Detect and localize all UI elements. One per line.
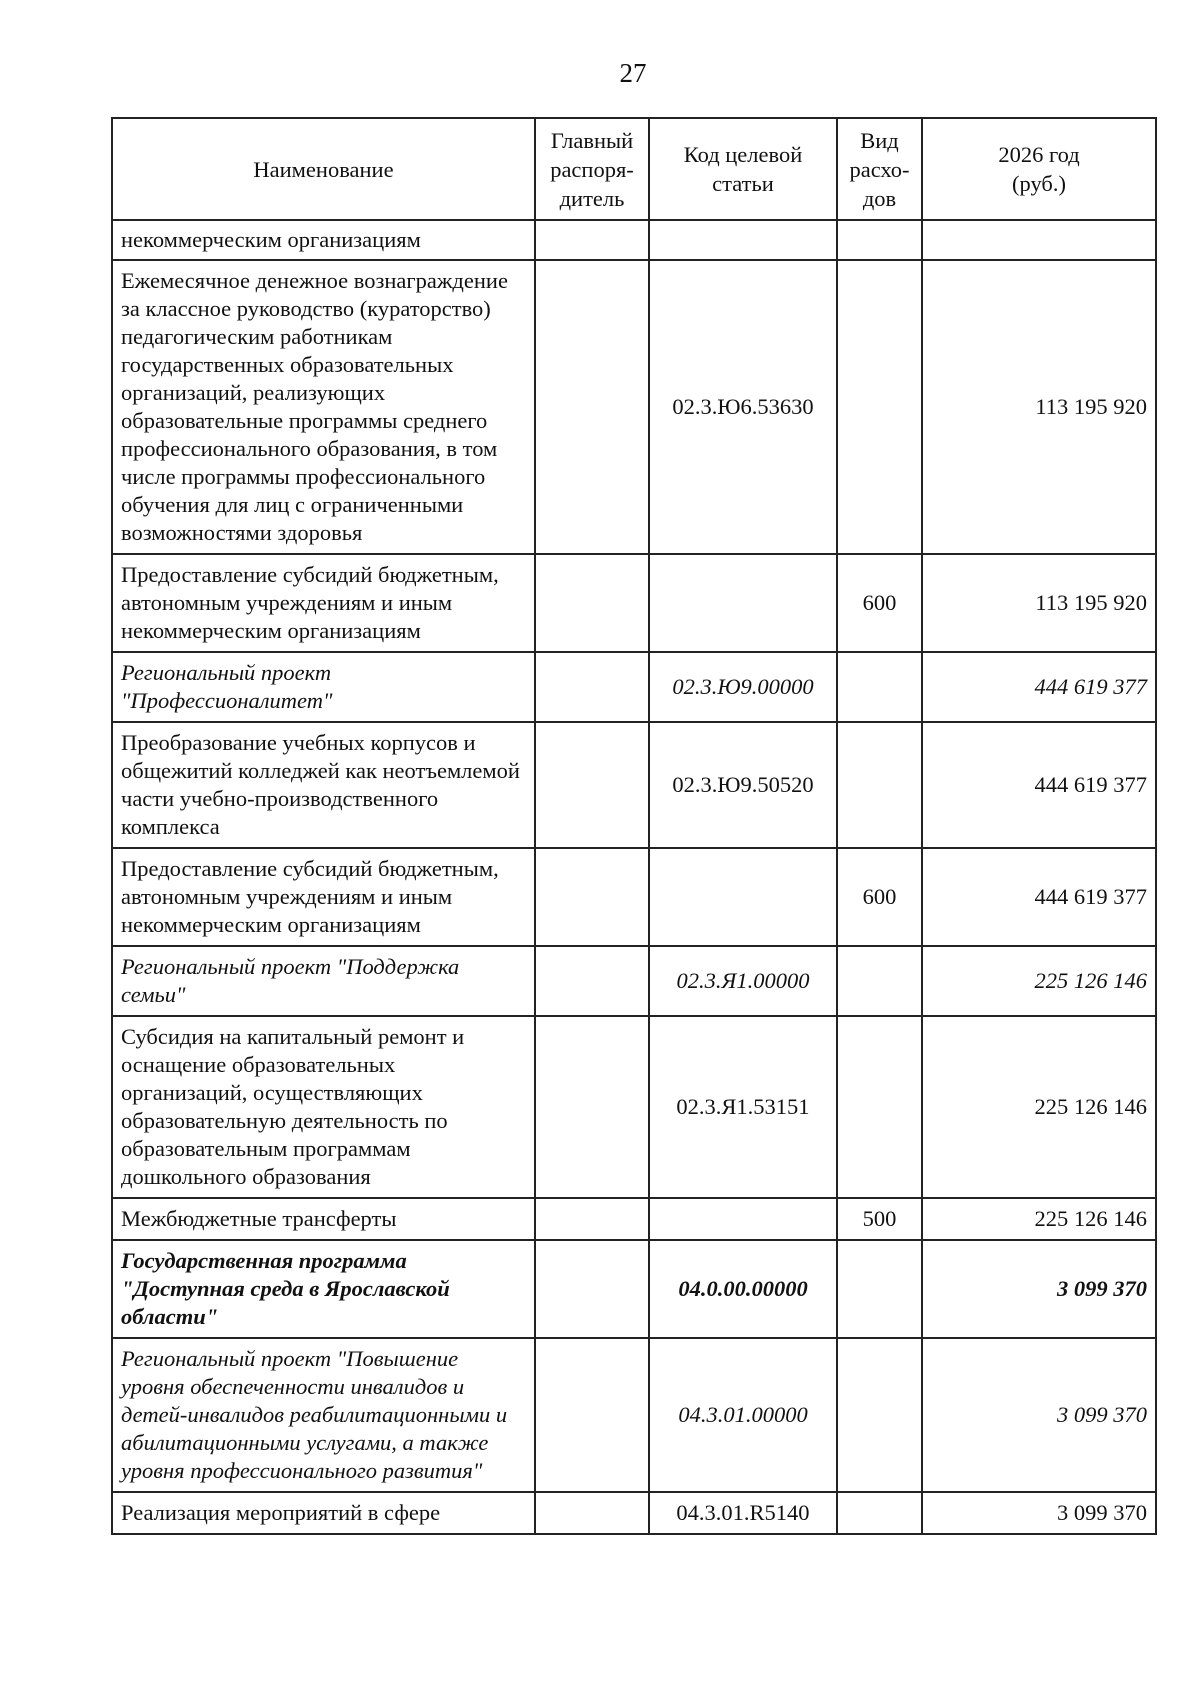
cell-chief-manager bbox=[535, 1492, 649, 1534]
table-body bbox=[112, 220, 1156, 1534]
cell-amount: 225 126 146 bbox=[922, 946, 1156, 1016]
cell-name: Государственная программа "Доступная среда в Ярославской области" bbox=[112, 1240, 535, 1338]
page-number: 27 bbox=[619, 58, 647, 88]
table-row bbox=[112, 1016, 1156, 1198]
table-row bbox=[112, 1492, 1156, 1534]
cell-expense-type bbox=[837, 1016, 922, 1198]
cell-expense-type bbox=[837, 722, 922, 848]
table-row bbox=[112, 946, 1156, 1016]
cell-amount: 3 099 370 bbox=[922, 1240, 1156, 1338]
cell-expense-type bbox=[837, 220, 922, 260]
cell-name: Межбюджетные трансферты bbox=[112, 1198, 535, 1240]
cell-name: Предоставление субсидий бюджетным, автономным учреждениям и иным некоммерческим организациям bbox=[112, 848, 535, 946]
header-year-amount: 2026 год (руб.) bbox=[922, 118, 1156, 220]
cell-expense-type bbox=[837, 652, 922, 722]
cell-amount: 444 619 377 bbox=[922, 722, 1156, 848]
cell-chief-manager bbox=[535, 946, 649, 1016]
cell-target-code: 02.3.Ю9.50520 bbox=[649, 722, 837, 848]
cell-target-code bbox=[649, 220, 837, 260]
header-chief-manager: Главный распоря- дитель bbox=[535, 118, 649, 220]
cell-chief-manager bbox=[535, 1198, 649, 1240]
cell-name: Ежемесячное денежное вознаграждение за классное руководство (кураторство) педагогическим работникам государственных образовательных организаций, реализующих образовательные программы среднего профессионального образования, в том числе программы профессионального обучения для лиц с ограниченными возможностями здоровья bbox=[112, 260, 535, 554]
cell-chief-manager bbox=[535, 220, 649, 260]
cell-target-code: 02.3.Я1.00000 bbox=[649, 946, 837, 1016]
cell-amount: 225 126 146 bbox=[922, 1016, 1156, 1198]
cell-chief-manager bbox=[535, 848, 649, 946]
table-row bbox=[112, 1338, 1156, 1492]
header-name: Наименование bbox=[112, 118, 535, 220]
cell-target-code bbox=[649, 1198, 837, 1240]
cell-amount: 444 619 377 bbox=[922, 848, 1156, 946]
table-row bbox=[112, 554, 1156, 652]
cell-chief-manager bbox=[535, 652, 649, 722]
cell-chief-manager bbox=[535, 1016, 649, 1198]
cell-name: Региональный проект "Профессионалитет" bbox=[112, 652, 535, 722]
cell-name: Субсидия на капитальный ремонт и оснащение образовательных организаций, осуществляющих образовательную деятельность по образовательным программам дошкольного образования bbox=[112, 1016, 535, 1198]
table-row bbox=[112, 1198, 1156, 1240]
cell-name: некоммерческим организациям bbox=[112, 220, 535, 260]
cell-name: Предоставление субсидий бюджетным, автономным учреждениям и иным некоммерческим организациям bbox=[112, 554, 535, 652]
header-expense-type: Вид расхо- дов bbox=[837, 118, 922, 220]
cell-name: Региональный проект "Поддержка семьи" bbox=[112, 946, 535, 1016]
table-row bbox=[112, 1240, 1156, 1338]
cell-target-code: 02.3.Ю6.53630 bbox=[649, 260, 837, 554]
cell-amount: 3 099 370 bbox=[922, 1338, 1156, 1492]
budget-table bbox=[111, 117, 1157, 1535]
cell-amount: 113 195 920 bbox=[922, 260, 1156, 554]
cell-chief-manager bbox=[535, 554, 649, 652]
cell-name: Преобразование учебных корпусов и общежитий колледжей как неотъемлемой части учебно-производственного комплекса bbox=[112, 722, 535, 848]
header-row bbox=[112, 118, 1156, 220]
cell-expense-type bbox=[837, 1492, 922, 1534]
cell-target-code: 02.3.Я1.53151 bbox=[649, 1016, 837, 1198]
cell-target-code: 04.3.01.00000 bbox=[649, 1338, 837, 1492]
cell-expense-type: 600 bbox=[837, 554, 922, 652]
cell-name: Реализация мероприятий в сфере bbox=[112, 1492, 535, 1534]
cell-expense-type bbox=[837, 1240, 922, 1338]
cell-name: Региональный проект "Повышение уровня обеспеченности инвалидов и детей-инвалидов реабилитационными и абилитационными услугами, а также уровня профессионального развития" bbox=[112, 1338, 535, 1492]
cell-amount bbox=[922, 220, 1156, 260]
cell-expense-type bbox=[837, 260, 922, 554]
cell-target-code bbox=[649, 554, 837, 652]
cell-expense-type: 600 bbox=[837, 848, 922, 946]
cell-expense-type bbox=[837, 946, 922, 1016]
table-row bbox=[112, 220, 1156, 260]
table-row bbox=[112, 722, 1156, 848]
cell-chief-manager bbox=[535, 1240, 649, 1338]
table-row bbox=[112, 260, 1156, 554]
cell-amount: 113 195 920 bbox=[922, 554, 1156, 652]
cell-expense-type bbox=[837, 1338, 922, 1492]
cell-target-code: 04.0.00.00000 bbox=[649, 1240, 837, 1338]
cell-target-code: 04.3.01.R5140 bbox=[649, 1492, 837, 1534]
cell-chief-manager bbox=[535, 722, 649, 848]
cell-target-code bbox=[649, 848, 837, 946]
cell-target-code: 02.3.Ю9.00000 bbox=[649, 652, 837, 722]
table-row bbox=[112, 652, 1156, 722]
cell-amount: 225 126 146 bbox=[922, 1198, 1156, 1240]
cell-expense-type: 500 bbox=[837, 1198, 922, 1240]
cell-chief-manager bbox=[535, 1338, 649, 1492]
table-row bbox=[112, 848, 1156, 946]
cell-amount: 444 619 377 bbox=[922, 652, 1156, 722]
cell-amount: 3 099 370 bbox=[922, 1492, 1156, 1534]
cell-chief-manager bbox=[535, 260, 649, 554]
header-target-code: Код целевой статьи bbox=[649, 118, 837, 220]
